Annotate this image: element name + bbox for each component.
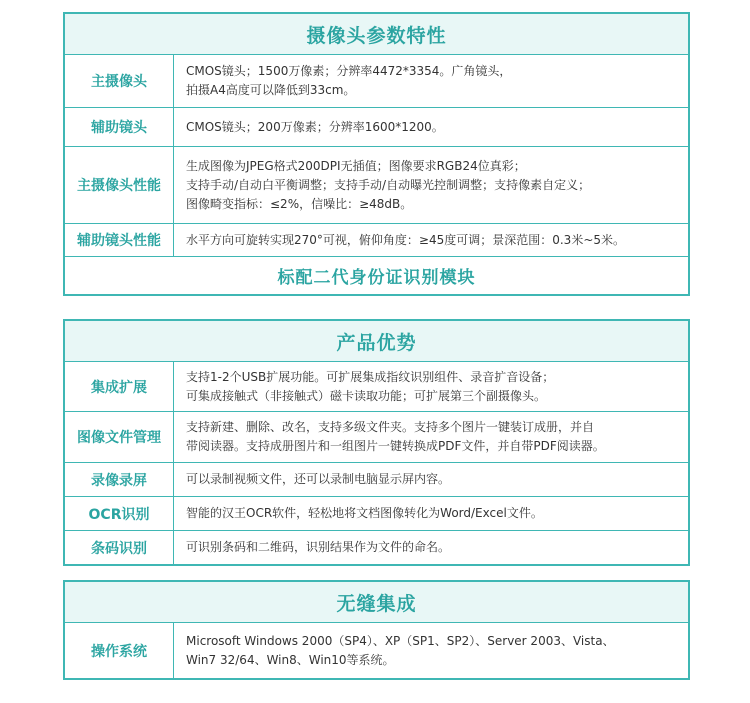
row-label: 辅助镜头性能 [65,224,174,256]
advantage-row-expansion [65,362,688,412]
row-label: OCR识别 [65,497,174,530]
value-line: 图像畸变指标：≤2%，信噪比：≥48dB。 [186,196,413,211]
value-line: Win7 32/64、Win8、Win10等系统。 [186,652,395,667]
value-line: 水平方向可旋转实现270°可视，俯仰角度：≥45度可调；景深范围：0.3米~5米。 [186,232,626,247]
spec-row-main-camera [65,55,688,108]
value-line: CMOS镜头；1500万像素；分辨率4472*3354。广角镜头， [186,64,512,78]
row-value [174,224,688,256]
row-value [174,497,688,530]
row-label: 操作系统 [65,623,174,678]
row-label: 录像录屏 [65,463,174,496]
product-advantages-title: 产品优势 [65,321,688,362]
row-label: 主摄像头性能 [65,147,174,223]
advantage-row-recording [65,463,688,497]
camera-specs-title: 摄像头参数特性 [65,14,688,55]
advantage-row-file-management [65,412,688,463]
row-label: 主摄像头 [65,55,174,107]
value-line: 可以录制视频文件，还可以录制电脑显示屏内容。 [186,472,451,486]
value-line: 可识别条码和二维码，识别结果作为文件的命名。 [186,540,451,554]
row-value [174,412,688,462]
value-line: CMOS镜头；200万像素；分辨率1600*1200。 [186,119,444,134]
row-label: 辅助镜头 [65,108,174,146]
row-value [174,147,688,223]
value-line: 拍摄A4高度可以降低到33cm。 [186,83,356,97]
row-label: 条码识别 [65,531,174,564]
row-value [174,531,688,564]
row-label: 集成扩展 [65,362,174,411]
value-line: Microsoft Windows 2000（SP4）、XP（SP1、SP2）、Server 2003、Vista、 [186,633,615,648]
spec-row-aux-lens [65,108,688,147]
value-line: 支持手动/自动白平衡调整；支持手动/自动曝光控制调整；支持像素自定义； [186,177,591,192]
value-line: 支持新建、删除、改名，支持多级文件夹。支持多个图片一键装订成册，并自 [186,420,595,434]
spec-row-main-camera-performance [65,147,688,224]
value-line: 支持1-2个USB扩展功能。可扩展集成指纹识别组件、录音扩音设备； [186,369,555,384]
row-value [174,55,688,107]
integration-row-os [65,623,688,678]
spec-row-aux-lens-performance [65,224,688,257]
row-value [174,623,688,678]
camera-specs-panel [63,12,690,296]
advantage-row-ocr [65,497,688,531]
value-line: 智能的汉王OCR软件，轻松地将文档图像转化为Word/Excel文件。 [186,506,543,520]
value-line: 生成图像为JPEG格式200DPI无插值；图像要求RGB24位真彩； [186,158,526,173]
row-value [174,108,688,146]
seamless-integration-panel [63,580,690,680]
id-card-module-banner: 标配二代身份证识别模块 [277,268,476,288]
product-advantages-panel [63,319,690,566]
value-line: 可集成接触式（非接触式）磁卡读取功能；可扩展第三个副摄像头。 [186,388,547,403]
seamless-integration-title: 无缝集成 [65,582,688,623]
row-value [174,463,688,496]
advantage-row-barcode [65,531,688,564]
row-value [174,362,688,411]
row-label: 图像文件管理 [65,412,174,462]
value-line: 带阅读器。支持成册图片和一组图片一键转换成PDF文件，并自带PDF阅读器。 [186,439,605,453]
